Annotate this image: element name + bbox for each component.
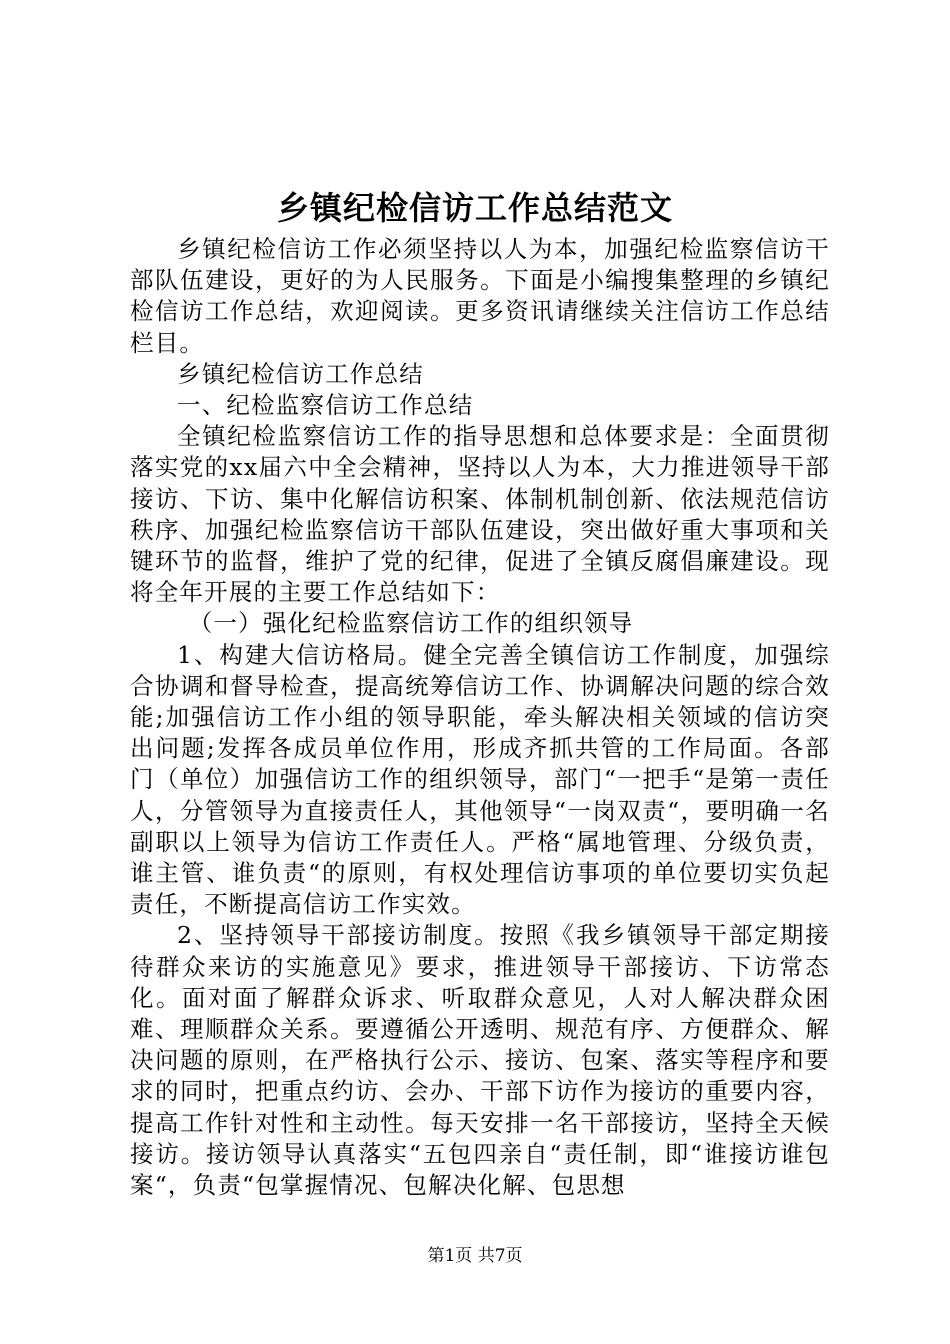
item-paragraph-1: 1、构建大信访格局。健全完善全镇信访工作制度，加强综合协调和督导检查，提高统筹信访工作、协调解决问题的综合效能;加强信访工作小组的领导职能，牵头解决相关领域的信访突出问题;发挥各成员单位作用，形成齐抓共管的工作局面。各部门（单位）加强信访工作的组织领导，部门“一把手“是第一责任人，分管领导为直接责任人，其他领导“一岗双责“，要明确一名副职以上领导为信访工作责任人。严格“属地管理、分级负责，谁主管、谁负责“的原则，有权处理信访事项的单位要切实负起责任，不断提高信访工作实效。 <box>130 640 830 919</box>
overview-paragraph: 全镇纪检监察信访工作的指导思想和总体要求是：全面贯彻落实党的xx届六中全会精神，坚持以人为本，大力推进领导干部接访、下访、集中化解信访积案、体制机制创新、依法规范信访秩序、加强纪检监察信访干部队伍建设，突出做好重大事项和关键环节的监督，维护了党的纪律，促进了全镇反腐倡廉建设。现将全年开展的主要工作总结如下： <box>130 422 830 607</box>
document-body <box>130 234 830 1201</box>
item-paragraph-2: 2、坚持领导干部接访制度。按照《我乡镇领导干部定期接待群众来访的实施意见》要求，推进领导干部接访、下访常态化。面对面了解群众诉求、听取群众意见，人对人解决群众困难、理顺群众关系。要遵循公开透明、规范有序、方便群众、解决问题的原则，在严格执行公示、接访、包案、落实等程序和要求的同时，把重点约访、会办、干部下访作为接访的重要内容，提高工作针对性和主动性。每天安排一名干部接访，坚持全天候接访。接访领导认真落实“五包四亲自“责任制，即“谁接访谁包案“，负责“包掌握情况、包解决化解、包思想 <box>130 921 830 1200</box>
section-title: 乡镇纪检信访工作总结 <box>177 359 424 388</box>
section-heading-1: 一、纪检监察信访工作总结 <box>177 391 474 420</box>
page-number-footer: 第1页 共7页 <box>427 1246 523 1266</box>
intro-paragraph: 乡镇纪检信访工作必须坚持以人为本，加强纪检监察信访干部队伍建设，更好的为人民服务。下面是小编搜集整理的乡镇纪检信访工作总结，欢迎阅读。更多资讯请继续关注信访工作总结栏目。 <box>130 235 830 357</box>
document-title: 乡镇纪检信访工作总结范文 <box>276 189 673 227</box>
subsection-heading-1: （一）强化纪检监察信访工作的组织领导 <box>188 609 634 638</box>
